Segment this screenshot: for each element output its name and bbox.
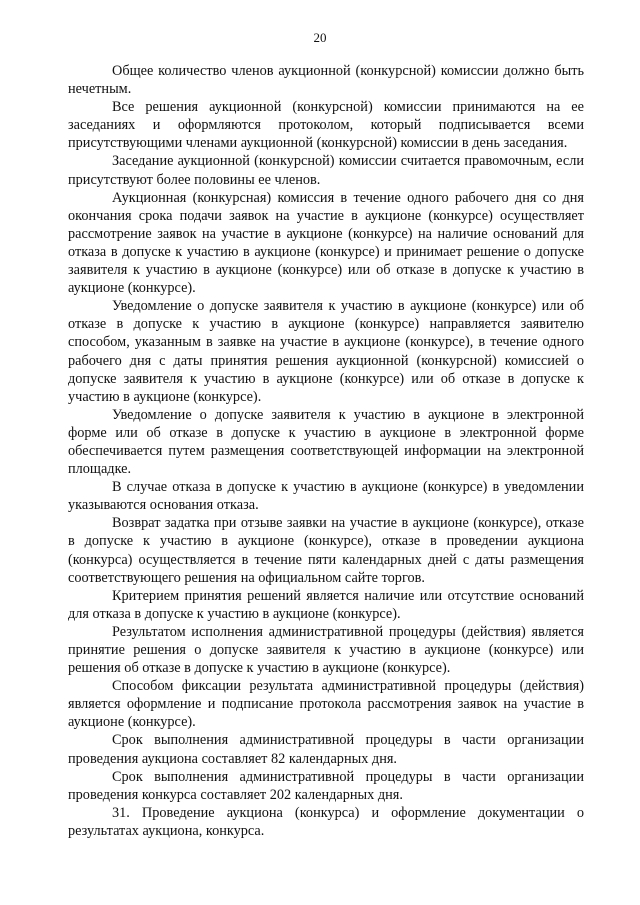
paragraph-deposit-return: Возврат задатка при отзыве заявки на участие в аукционе (конкурсе), отказе в допуске к участию в аукционе (конкурсе), отказе в проведении аукциона (конкурса) осуществляется в течение пяти календарных дней с даты размещения соответствующего решения на официальном сайте торгов. [68,515,584,586]
paragraph-procedure-result: Результатом исполнения административной процедуры (действия) является принятие решения о допуске заявителя к участию в аукционе (конкурсе) или решения об отказе в допуске к участию в аукционе (конкурсе). [68,623,584,677]
paragraph-notification: Уведомление о допуске заявителя к участию в аукционе (конкурсе) или об отказе в допуске к участию в аукционе (конкурсе) направляется заявителю способом, указанным в заявке на участие в аукционе (конкурсе), в течение одного рабочего дня с даты принятия решения аукционной (конкурсной) комиссией о допуске заявителя к участию в аукционе (конкурсе) или об отказе в допуске к участию в аукционе (конкурсе). [68,298,584,405]
paragraph-result-recording: Способом фиксации результата административной процедуры (действия) является оформление и подписание протокола рассмотрения заявок на участие в аукционе (конкурсе). [68,678,584,731]
paragraph-commission-size: Общее количество членов аукционной (конкурсной) комиссии должно быть нечетным. [68,63,584,98]
paragraph-section-31: 31. Проведение аукциона (конкурса) и оформление документации о результатах аукциона, конкурса. [68,804,584,839]
paragraph-application-review: Аукционная (конкурсная) комиссия в течение одного рабочего дня со дня окончания срока подачи заявок на участие в аукционе (конкурсе) осуществляет рассмотрение заявок на участие в аукционе (конкурсе) на наличие оснований для отказа в допуске к участию в аукционе (конкурсе) и принимает решение о допуске заявителя к участию в аукционе (конкурсе) или об отказе в допуске к участию в аукционе (конкурсе). [68,189,584,297]
paragraph-auction-term: Срок выполнения административной процедуры в части организации проведения аукциона составляет 82 календарных дня. [68,732,584,767]
page-number: 20 [313,30,327,45]
paragraph-quorum: Заседание аукционной (конкурсной) комиссии считается правомочным, если присутствуют более половины ее членов. [68,153,584,188]
paragraph-decision-criterion: Критерием принятия решений является наличие или отсутствие оснований для отказа в допуске к участию в аукционе (конкурсе). [68,587,584,622]
paragraph-commission-decisions: Все решения аукционной (конкурсной) комиссии принимаются на ее заседаниях и оформляются протоколом, который подписывается всеми присутствующими членами аукционной (конкурсной) комиссии в день заседания. [68,99,584,152]
paragraph-electronic-notification: Уведомление о допуске заявителя к участию в аукционе в электронной форме или об отказе в допуске к участию в аукционе в электронной форме обеспечивается путем размещения соответствующей информации на электронной площадке. [68,406,584,478]
paragraph-refusal-grounds: В случае отказа в допуске к участию в аукционе (конкурсе) в уведомлении указываются основания отказа. [68,479,584,514]
paragraph-contest-term: Срок выполнения административной процедуры в части организации проведения конкурса составляет 202 календарных дня. [68,768,584,803]
document-body [68,62,584,840]
